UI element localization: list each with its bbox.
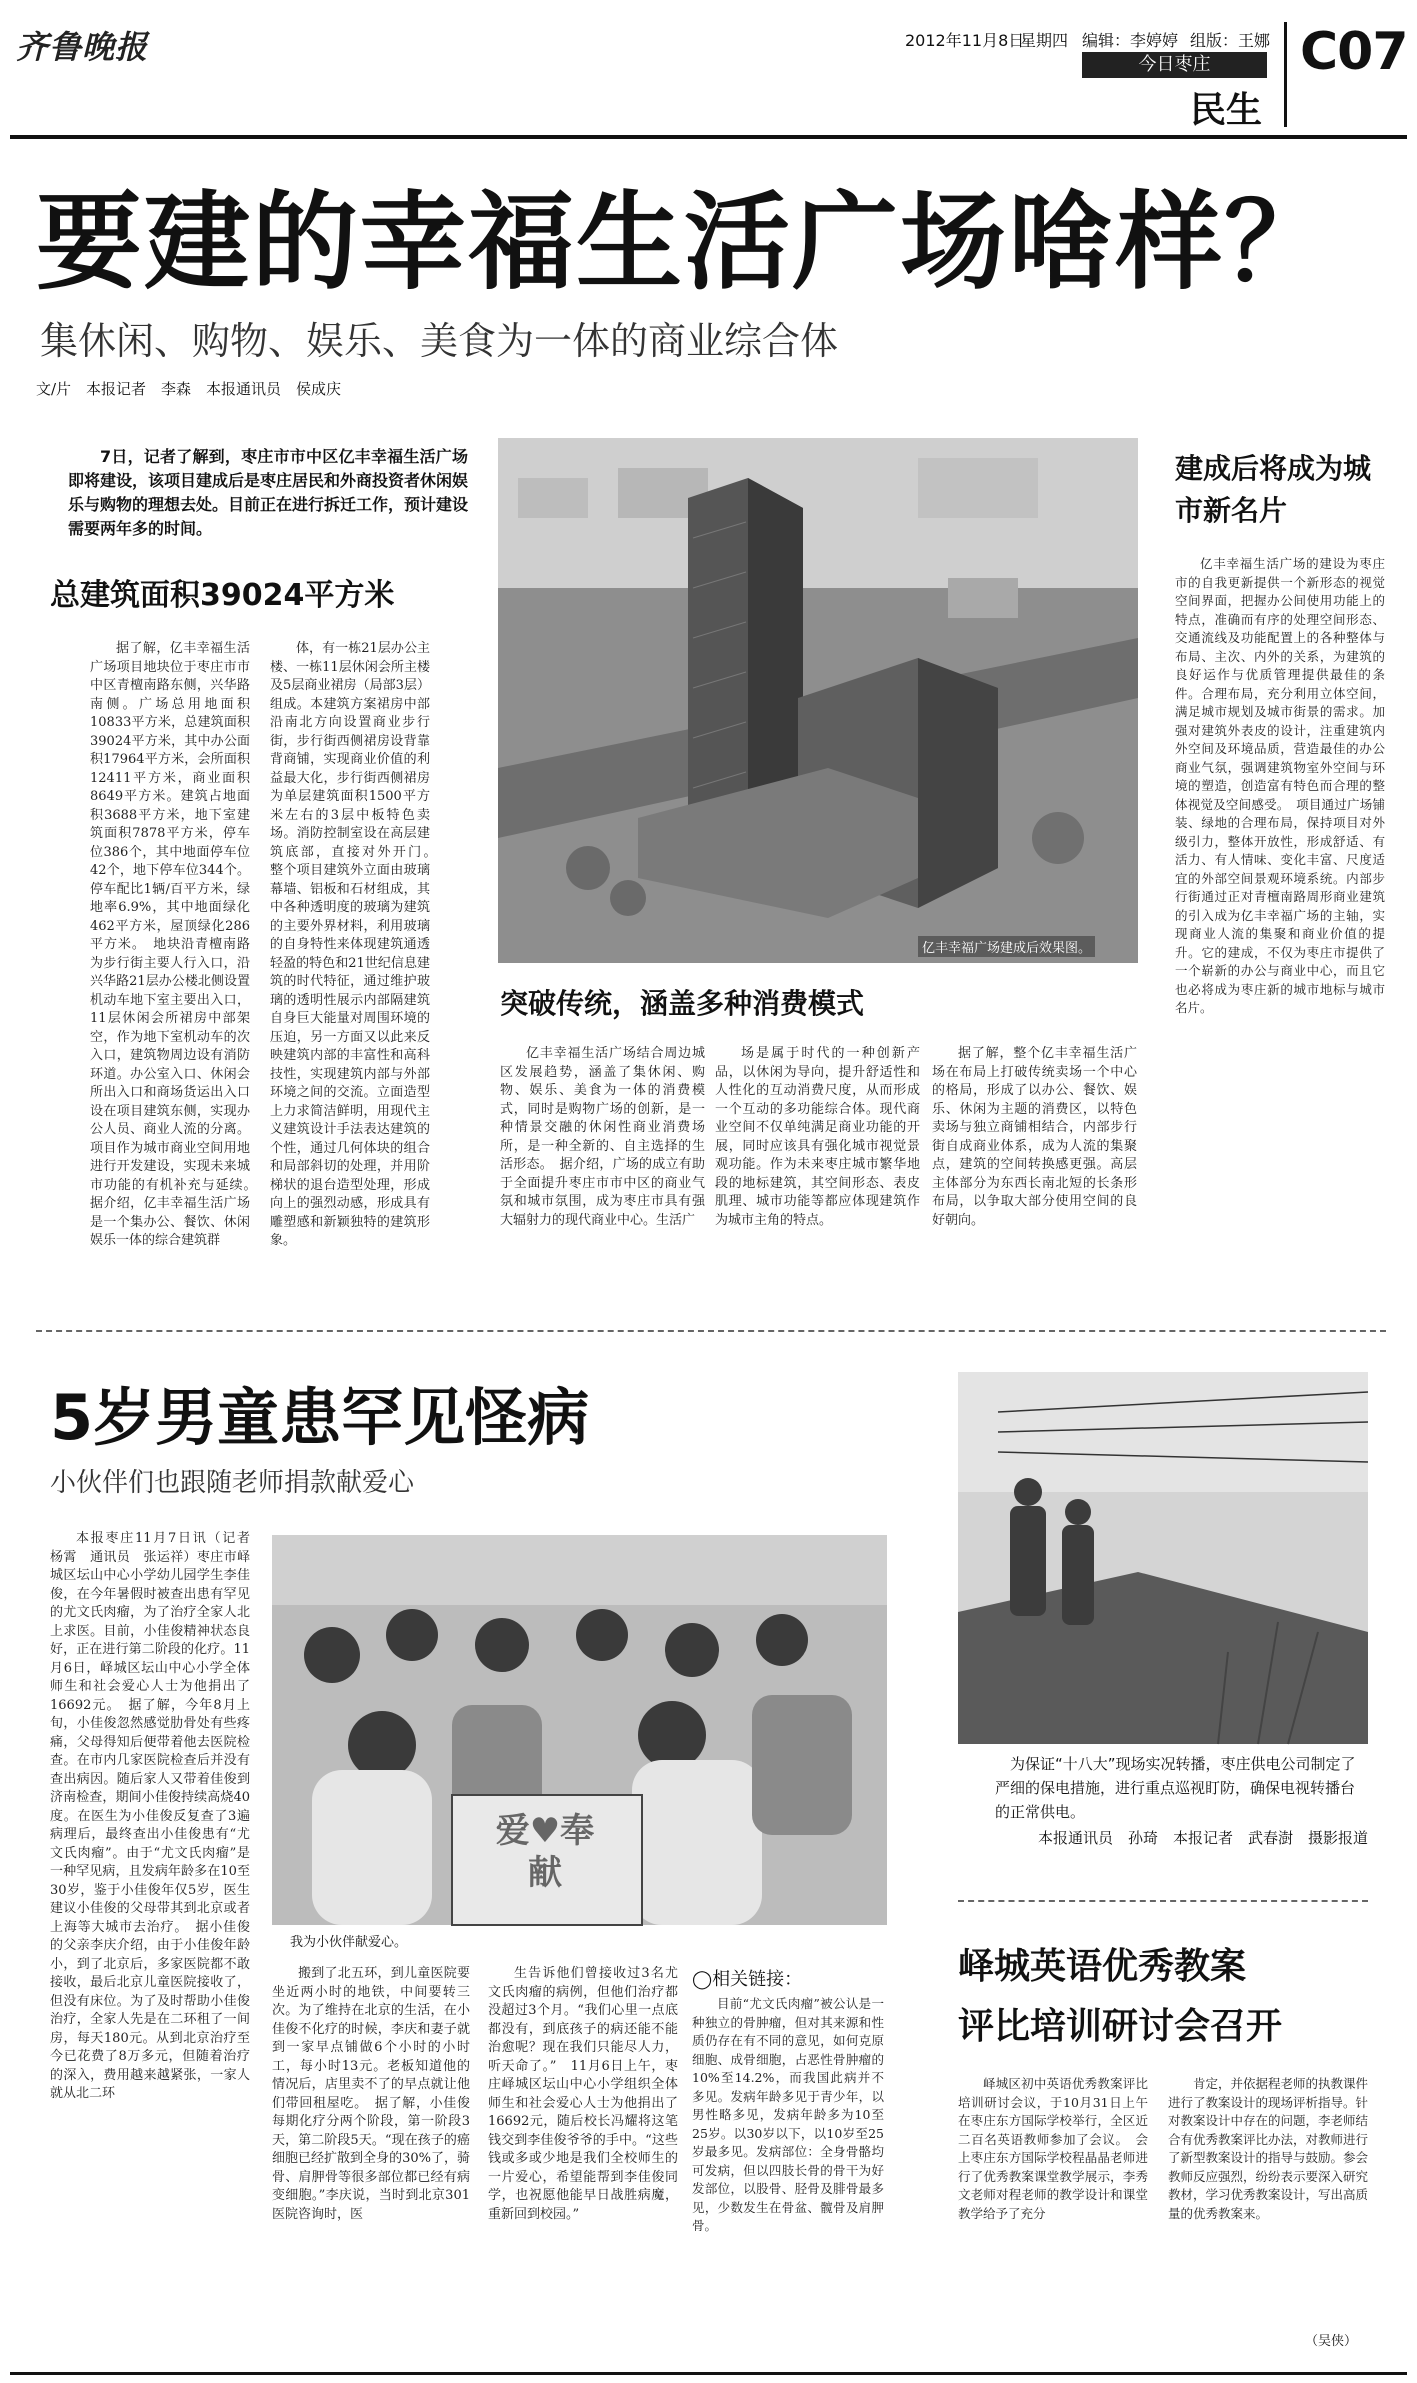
editor-credit: 编辑：李婷婷 xyxy=(1082,31,1179,50)
lead-subhead-landmark: 建成后将成为城市新名片 xyxy=(1175,452,1372,527)
lead-column-5: 据了解，整个亿丰幸福生活广场在布局上打破传统卖场一个中心的格局，形成了以办公、餐饮、娱乐、休闲为主题的消费区，以特色卖场与独立商铺相结合，内部步行街自成商业体系，成为人流的集聚点，建筑的空间转换感更强。高层主体部分为东西长南北短的长条形布局，以争取大部分使用空间的良好朝向。 xyxy=(932,1046,1137,1228)
lead-byline: 文/片 本报记者 李森 本报通讯员 侯成庆 xyxy=(36,380,342,398)
issue-weekday: 星期四 xyxy=(1020,31,1069,50)
lead-intro: 7日，记者了解到，枣庄市市中区亿丰幸福生活广场即将建设，该项目建成后是枣庄居民和外商投资者休闲娱乐与购物的理想去处。目前正在进行拆迁工作，预计建设需要两年多的时间。 xyxy=(68,447,469,538)
page-number: C07 xyxy=(1300,22,1408,82)
lead-column-6: 亿丰幸福生活广场的建设为枣庄市的自我更新提供一个新形态的视觉空间界面，把握办公间使用功能上的特点，准确而有序的处理空间形态、交通流线及功能配置上的各种整体与布局、主次、内外的关系，为建筑的良好运作与优质管理提供最佳的条件。合理布局，充分利用立体空间，满足城市规划及城市街景的需求。加强对建筑外表皮的设计，注重建筑内外空间及环境品质，营造最佳的办公商业气氛，强调建筑物室外空间与环境的塑造，创造富有特色而合理的整体视觉及空间感受。 项目通过广场铺装、绿地的合理布局，保持项目对外级引力，整体开放性，形成舒适、有活力、有人情味、变化丰富、尺度适宜的外部空间景观环境系统。内部步行街通过正对青檀南路周形商业建筑的引入成为亿丰幸福广场的主轴，实现商业人流的集聚和商业价值的提升。它的建成，不仅为枣庄市提供了一个崭新的办公与商业中心，而且它也必将成为枣庄新的城市地标与城市名片。 xyxy=(1175,556,1385,1015)
issue-date: 2012年11月8日 xyxy=(905,31,1025,50)
rendering-caption: 亿丰幸福广场建成后效果图。 xyxy=(918,936,1095,957)
donation-box-label: 爱♥奉献 xyxy=(495,1811,595,1893)
layout-credit: 组版：王娜 xyxy=(1190,31,1271,50)
lead-column-1: 据了解，亿丰幸福生活广场项目地块位于枣庄市市中区青檀南路东侧，兴华路南侧。广场总用地面积10833平方米，总建筑面积39024平方米，其中办公面积17964平方米，会所面积12411平方米，商业面积8649平方米。建筑占地面积3688平方米，地下室建筑面积7878平方米，停车位386个，其中地面停车位42个，地下停车位344个。停车配比1辆/百平方米，绿地率6.9%，其中地面绿化462平方米，屋顶绿化286平方米。 地块沿青檀南路为步行街主要人行入口，沿兴华路21层办公楼北侧设置机动车地下室主要出入口，11层休闲会所裙房中部架空，作为地下室机动车的次入口，建筑物周边设有消防环道。办公室入口、休闲会所出入口和商场货运出入口设在项目建筑东侧，实现办公人员、商业人流的分离。项目作为城市商业空间用地进行开发建设，实现未来城市功能的有机补充与延续。 据介绍，亿丰幸福生活广场是一个集办公、餐饮、休闲娱乐一体的综合建筑群 xyxy=(90,641,264,1248)
related-link-text: 目前“尤文氏肉瘤”被公认是一种独立的骨肿瘤，但对其来源和性质仍存在有不同的意见，如何克原细胞、成骨细胞，占恶性骨肿瘤的10%至14.2%，而我国此病并不多见。发病年龄多见于青少年，以男性略多见，发病年龄多为10至25岁。以30岁以下，以10岁至25岁最多见。发病部位：全身骨骼均可发病，但以四肢长骨的骨干为好发部位，以股骨、胫骨及腓骨最多见，少数发生在骨盆、髋骨及肩胛骨。 xyxy=(692,1996,884,2233)
power-workers-caption: 为保证“十八大”现场实况转播，枣庄供电公司制定了严细的保电措施，进行重点巡视盯防，确保电视转播台的正常供电。 xyxy=(995,1755,1356,1821)
english-seminar-column-2: 肯定，并依据程老师的执教课件进行了教案设计的现场评析指导。针对教案设计中存在的问题，李老师结合有优秀教案评比办法，对教师进行了新型教案设计的指导与鼓励。参会教师反应强烈，纷纷表示要深入研究教材，学习优秀教案设计，写出高质量的优秀教案来。 xyxy=(1168,2076,1369,2221)
power-workers-credit: 本报通讯员 孙琦 本报记者 武春澍 摄影报道 xyxy=(1038,1829,1369,1847)
link-circle-icon: ◯ xyxy=(692,1969,713,1990)
english-seminar-headline-1: 峄城英语优秀教案 xyxy=(958,1946,1247,1987)
english-seminar-author: （吴侠） xyxy=(1305,2334,1358,2349)
power-workers-photo xyxy=(958,1372,1368,1744)
lead-column-3: 亿丰幸福生活广场结合周边城区发展趋势，涵盖了集休闲、购物、娱乐、美食为一体的消费模式，同时是购物广场的创新，是一种情景交融的休闲性商业消费场所，是一种全新的、自主选择的生活形态。 据介绍，广场的成立有助于全面提升枣庄市市中区的商业气氛和城市氛围，成为枣庄市具有强大辐射力的现代商业中心。生活广 xyxy=(500,1046,705,1228)
english-seminar-headline-2: 评比培训研讨会召开 xyxy=(958,2006,1283,2047)
lead-subhead-area: 总建筑面积39024平方米 xyxy=(50,578,395,613)
english-seminar-column-1: 峄城区初中英语优秀教案评比培训研讨会议，于10月31日上午在枣庄东方国际学校举行，全区近二百名英语教师参加了会议。 会上枣庄东方国际学校程晶晶老师进行了优秀教案课堂教学展示，李秀文老师对程老师的教学设计和课堂教学给予了充分 xyxy=(958,2076,1148,2221)
boy-story-headline: 5岁男童患罕见怪病 xyxy=(50,1381,590,1454)
lead-headline: 要建的幸福生活广场啥样？ xyxy=(36,181,1332,304)
header-rule xyxy=(10,135,1407,139)
boy-story-subheadline: 小伙伴们也跟随老师捐款献爱心 xyxy=(50,1468,415,1498)
region-badge: 今日枣庄 xyxy=(1082,52,1267,78)
boy-story-column-1: 本报枣庄11月7日讯（记者 杨霄 通讯员 张运祥）枣庄市峄城区坛山中心小学幼儿园学生李佳俊，在今年暑假时被查出患有罕见的尤文氏肉瘤，为了治疗全家人北上求医。目前，小佳俊精神状态良好，正在进行第二阶段的化疗。11月6日，峄城区坛山中心小学全体师生和社会爱心人士为他捐出了16692元。 据了解，今年8月上旬，小佳俊忽然感觉肋骨处有些疼痛，父母得知后便带着他去医院检查。在市内几家医院检查后并没有查出病因。随后家人又带着佳俊到济南检查，期间小佳俊持续高烧40度。在医生为小佳俊反复查了3遍病理后，最终查出小佳俊患有“尤文氏肉瘤”。由于“尤文氏肉瘤”是一种罕见病，且发病年龄多在10至30岁，鉴于小佳俊年仅5岁，医生建议小佳俊的父母带其到北京或者上海等大城市去治疗。 据小佳俊的父亲李庆介绍，由于小佳俊年龄小，到了北京后，多家医院都不敢接收，最后北京儿童医院接收了，但没有床位。为了及时帮助小佳俊治疗，全家人先是在二环租了一间房，每天180元。从到北京治疗至今已花费了8万多元，但随着治疗的深入，费用越来越紧张，一家人就从北二环 xyxy=(50,1531,264,2101)
lead-subhead-consumption: 突破传统，涵盖多种消费模式 xyxy=(500,987,865,1020)
section-title: 民生 xyxy=(1190,90,1263,131)
boy-story-column-2: 搬到了北五环，到儿童医院要坐近两小时的地铁，中间要转三次。为了维持在北京的生活，在小佳俊不化疗的时候，李庆和妻子就到一家早点铺做6个小时的小时工，每小时13元。老板知道他的情况后，店里卖不了的早点就让他们带回租屋吃。 据了解，小佳俊每期化疗分两个阶段，第一阶段3天，第二阶段5天。“现在孩子的癌细胞已经扩散到全身的30%了，骑骨、肩胛骨等很多部位都已经有病变细胞。”李庆说，当时到北京301医院咨询时，医 xyxy=(272,1966,470,2222)
building-rendering-image xyxy=(498,438,1138,963)
children-photo-caption: 我为小伙伴献爱心。 xyxy=(290,1935,408,1950)
related-link-title: ◯相关链接： xyxy=(692,1969,803,1990)
header-vertical-rule xyxy=(1284,22,1287,127)
boy-story-column-3: 生告诉他们曾接收过3名尤文氏肉瘤的病例，但他们治疗都没超过3个月。“我们心里一点底都没有，到底孩子的病还能不能治愈呢？现在我们只能尽人力，听天命了。” 11月6日上午，枣庄峄城区坛山中心小学组织全体师生和社会爱心人士为他捐出了16692元，随后校长冯耀将这笔钱交到李佳俊爷爷的手中。“这些钱或多或少地是我们全校师生的一片爱心，希望能帮到李佳俊同学，也祝愿他能早日战胜病魔，重新回到校园。” xyxy=(488,1966,678,2222)
masthead-logo: 齐鲁晚报 xyxy=(16,28,149,66)
children-donation-photo xyxy=(272,1535,887,1925)
lead-subheadline: 集休闲、购物、娱乐、美食为一体的商业综合体 xyxy=(40,319,839,363)
power-workers-image xyxy=(958,1372,1368,1744)
building-rendering-photo xyxy=(498,438,1138,963)
section-divider xyxy=(36,1330,1386,1332)
lead-column-4: 场是属于时代的一种创新产品，以休闲为导向，提升舒适性和人性化的互动消费尺度，从而形成一个互动的多功能综合体。现代商业空间不仅单纯满足商业功能的开展，同时应该具有强化城市视觉景观功能。作为未来枣庄城市繁华地段的地标建筑，其空间形态、表皮肌理、城市功能等都应体现建筑作为城市主角的特点。 xyxy=(715,1046,920,1228)
side-divider xyxy=(958,1900,1368,1902)
lead-column-2: 体，有一栋21层办公主楼、一栋11层休闲会所主楼及5层商业裙房（局部3层）组成。本建筑方案裙房中部沿南北方向设置商业步行街，步行街西侧裙房设背靠背商铺，实现商业价值的利益最大化，步行街西侧裙房为单层建筑面积1500平方米左右的3层中板特色卖场。消防控制室设在高层建筑底部，直接对外开门。 整个项目建筑外立面由玻璃幕墙、铝板和石材组成，其中各种透明度的玻璃为建筑的主要外界材料，利用玻璃的自身特性来体现建筑通透轻盈的特色和21世纪信息建筑的时代特征，通过维护玻璃的透明性展示内部隔建筑自身巨大能量对周围环境的压迫，另一方面又以此来反映建筑内部的丰富性和高科技性，实现建筑内部与外部环境之间的交流。立面造型上力求简洁鲜明，用现代主义建筑设计手法表达建筑的个性，通过几何体块的组合和局部斜切的处理，并用阶梯状的退台造型处理，形成向上的强烈动感，形成具有雕塑感和新颖独特的建筑形象。 xyxy=(270,641,444,1248)
footer-rule xyxy=(10,2372,1407,2375)
